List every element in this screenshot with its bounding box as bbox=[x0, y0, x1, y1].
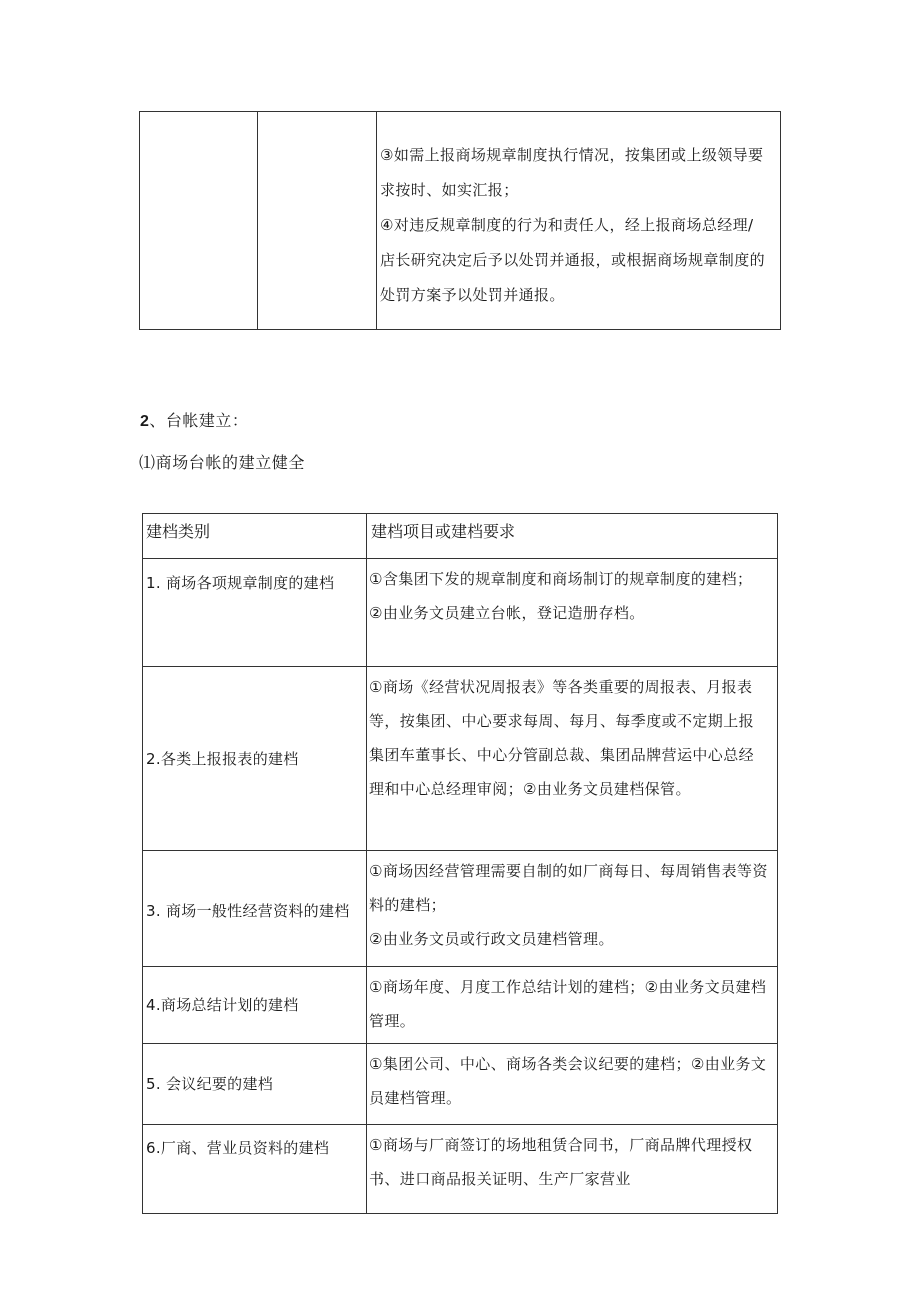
table-row bbox=[143, 559, 778, 667]
section-heading bbox=[140, 410, 248, 433]
table-row bbox=[143, 851, 778, 967]
table-row bbox=[143, 667, 778, 851]
requirement-line: ②由业务文员或行政文员建档管理。 bbox=[369, 930, 614, 948]
header-category: 建档类别 bbox=[143, 514, 367, 559]
section-title: 、台帐建立： bbox=[149, 411, 249, 430]
requirement-line: ①集团公司、中心、商场各类会议纪要的建档；②由业务文员建档管理。 bbox=[369, 1055, 767, 1107]
category-cell: 4.商场总结计划的建档 bbox=[143, 967, 367, 1044]
requirement-line: ①商场年度、月度工作总结计划的建档；②由业务文员建档管理。 bbox=[369, 978, 767, 1030]
requirements-cell bbox=[367, 851, 778, 967]
requirements-cell bbox=[367, 1125, 778, 1214]
ledger-table bbox=[142, 513, 778, 1214]
continuation-table bbox=[139, 111, 781, 330]
section-number: 2 bbox=[140, 413, 150, 430]
table-row bbox=[143, 967, 778, 1044]
requirement-line: ①商场因经营管理需要自制的如厂商每日、每周销售表等资料的建档； bbox=[369, 862, 768, 914]
requirement-line: ①商场与厂商签订的场地租赁合同书，厂商品牌代理授权书、进口商品报关证明、生产厂家营业 bbox=[369, 1136, 753, 1188]
requirement-line: ①商场《经营状况周报表》等各类重要的周报表、月报表等，按集团、中心要求每周、每月、每季度或不定期上报集团车董事长、中心分管副总裁、集团品牌营运中心总经理和中心总经理审阅；②由业务文员建档保管。 bbox=[369, 678, 755, 798]
category-cell: 6.厂商、营业员资料的建档 bbox=[143, 1125, 367, 1214]
category-cell: 1. 商场各项规章制度的建档 bbox=[143, 559, 367, 667]
requirement-line: ①含集团下发的规章制度和商场制订的规章制度的建档； bbox=[369, 570, 753, 588]
table-row bbox=[143, 1125, 778, 1214]
table-header-row bbox=[143, 514, 778, 559]
category-cell: 2.各类上报报表的建档 bbox=[143, 667, 367, 851]
regulation-item-4: ④对违反规章制度的行为和责任人，经上报商场总经理/店长研究决定后予以处罚并通报，或根据商场规章制度的处罚方案予以处罚并通报。 bbox=[380, 216, 766, 304]
table-divider bbox=[257, 112, 258, 329]
category-cell: 3. 商场一般性经营资料的建档 bbox=[143, 851, 367, 967]
table-row bbox=[143, 1044, 778, 1125]
requirements-cell bbox=[367, 1044, 778, 1125]
header-requirements: 建档项目或建档要求 bbox=[367, 514, 778, 559]
regulation-cell bbox=[376, 138, 780, 313]
regulation-item-3: ③如需上报商场规章制度执行情况，按集团或上级领导要求按时、如实汇报； bbox=[380, 146, 764, 199]
requirements-cell bbox=[367, 967, 778, 1044]
requirement-line: ②由业务文员建立台帐，登记造册存档。 bbox=[369, 604, 645, 622]
category-cell: 5. 会议纪要的建档 bbox=[143, 1044, 367, 1125]
subsection-heading: ⑴商场台帐的建立健全 bbox=[139, 453, 306, 472]
requirements-cell bbox=[367, 667, 778, 851]
requirements-cell bbox=[367, 559, 778, 667]
